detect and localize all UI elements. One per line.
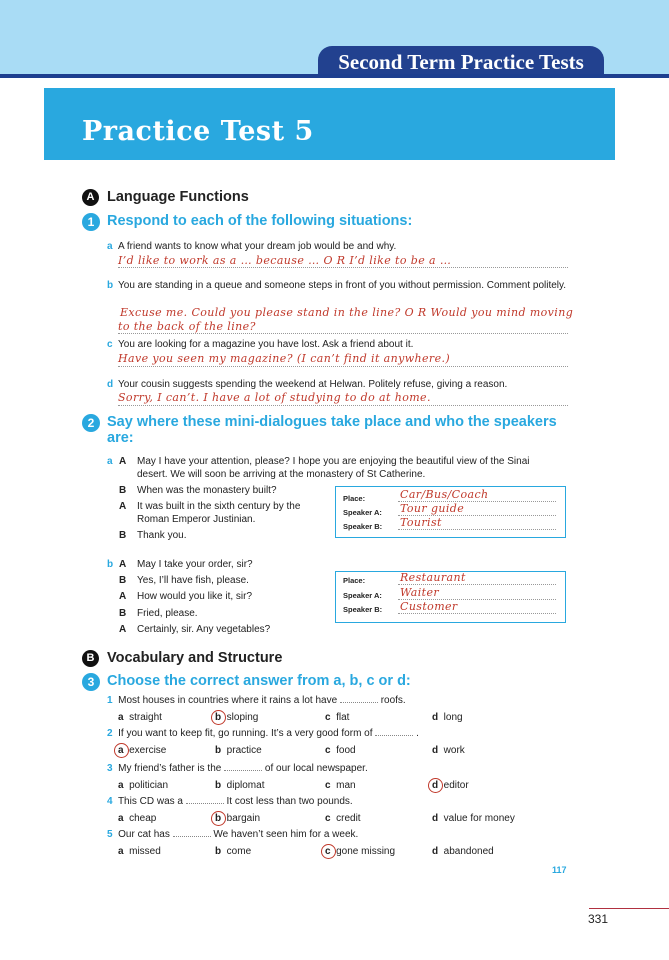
item-number: 2: [107, 728, 113, 739]
answer-blank: [340, 702, 378, 703]
stem-after: roofs.: [380, 695, 406, 706]
option-letter: b: [215, 780, 222, 791]
dialogue-line: Thank you.: [137, 530, 187, 541]
speaker-tag: A: [119, 456, 127, 467]
handwritten-answer: to the back of the line?: [118, 320, 256, 333]
answer-line: [398, 584, 556, 585]
speaker-a-answer: Waiter: [400, 586, 440, 599]
answer-blank: [224, 770, 262, 771]
answer-option[interactable]: [325, 711, 349, 724]
stem-after: of our local newspaper.: [264, 763, 368, 774]
dialogue-line: How would you like it, sir?: [137, 591, 253, 602]
speaker-tag: A: [119, 624, 127, 635]
item-number: 3: [107, 763, 113, 774]
stem-before: My friend’s father is the: [118, 763, 222, 774]
option-letter: d: [432, 712, 439, 723]
answer-option[interactable]: [215, 845, 251, 858]
dialogue-line: Yes, I’ll have fish, please.: [137, 575, 249, 586]
speaker-tag: A: [119, 591, 127, 602]
speaker-b-answer: Customer: [400, 600, 458, 613]
place-answer: Car/Bus/Coach: [400, 488, 489, 501]
option-letter: a: [118, 745, 124, 756]
dialogue-line: May I have your attention, please? I hope you are enjoying the beautiful view of the Sinai desert. We will soon be arriving at the monastery of St Catherine.: [137, 456, 530, 480]
option-letter: a: [118, 813, 124, 824]
circled-answer-mark: [211, 710, 226, 725]
stem-after: We haven’t seen him for a week.: [213, 829, 359, 840]
answer-option[interactable]: [432, 845, 494, 858]
option-letter: a: [118, 712, 124, 723]
section-a-badge: A: [82, 189, 99, 206]
answer-option[interactable]: [118, 711, 162, 724]
option-text: long: [443, 712, 463, 723]
option-letter: c: [325, 745, 331, 756]
speaker-a-answer: Tour guide: [400, 502, 465, 515]
question-1-badge: 1: [82, 213, 100, 231]
answer-option[interactable]: [432, 711, 463, 724]
place-label: Place:: [343, 576, 366, 585]
section-b-badge: B: [82, 650, 99, 667]
dialogue-letter: a: [107, 456, 113, 467]
item-letter: d: [107, 379, 114, 390]
place-answer: Restaurant: [400, 571, 466, 584]
speaker-tag: B: [119, 530, 127, 541]
option-letter: d: [432, 813, 439, 824]
stem-before: Most houses in countries where it rains a lot have: [118, 695, 338, 706]
handwritten-answer: I’d like to work as a … because … O R I’d like to be a …: [118, 254, 452, 267]
situation-text: You are looking for a magazine you have lost. Ask a friend about it.: [118, 339, 414, 350]
speaker-b-label: Speaker B:: [343, 605, 383, 614]
speaker-tag: A: [119, 501, 127, 512]
option-letter: d: [432, 745, 439, 756]
stem-after: .: [416, 728, 419, 739]
question-stem: [107, 762, 368, 775]
dialogue-line: Fried, please.: [137, 608, 198, 619]
answer-option[interactable]: [215, 779, 264, 792]
item-number: 1: [107, 695, 113, 706]
option-text: come: [226, 846, 252, 857]
option-letter: b: [215, 813, 222, 824]
dialogue-line: Certainly, sir. Any vegetables?: [137, 624, 271, 635]
option-text: diplomat: [226, 780, 265, 791]
stem-before: If you want to keep fit, go running. It’s a very good form of: [118, 728, 373, 739]
answer-blank: [375, 735, 413, 736]
dialogue-letter: b: [107, 559, 114, 570]
dialogue-line: It was built in the sixth century by the Roman Emperor Justinian.: [137, 501, 301, 525]
stem-after: It cost less than two pounds.: [226, 796, 353, 807]
dialogue-line: May I take your order, sir?: [137, 559, 253, 570]
option-letter: d: [432, 846, 439, 857]
section-a-title: Language Functions: [107, 189, 249, 205]
item-letter: a: [107, 241, 113, 252]
item-letter: b: [107, 280, 114, 291]
answer-box-b: [335, 571, 566, 623]
circled-answer-mark: [211, 811, 226, 826]
option-text: bargain: [226, 813, 261, 824]
question-stem: [107, 795, 353, 808]
option-text: missed: [129, 846, 161, 857]
option-letter: c: [325, 712, 331, 723]
answer-option[interactable]: [432, 744, 465, 757]
circled-answer-mark: [114, 743, 129, 758]
stem-before: This CD was a: [117, 796, 183, 807]
answer-option[interactable]: [118, 812, 156, 825]
speaker-tag: B: [119, 575, 127, 586]
speaker-b-answer: Tourist: [400, 516, 442, 529]
option-letter: b: [215, 712, 222, 723]
speaker-tag: A: [119, 559, 127, 570]
answer-option[interactable]: [325, 779, 356, 792]
option-text: sloping: [226, 712, 259, 723]
option-letter: d: [432, 780, 439, 791]
answer-option[interactable]: [118, 779, 168, 792]
question-3-badge: 3: [82, 673, 100, 691]
answer-line: [118, 333, 568, 334]
answer-option[interactable]: [118, 845, 161, 858]
situation-text: A friend wants to know what your dream job would be and why.: [118, 241, 397, 252]
question-stem: [107, 727, 419, 740]
circled-answer-mark: [428, 778, 443, 793]
place-label: Place:: [343, 494, 366, 503]
speaker-a-label: Speaker A:: [343, 591, 382, 600]
speaker-tag: B: [119, 608, 127, 619]
item-number: 4: [107, 796, 113, 807]
option-letter: b: [215, 846, 222, 857]
handwritten-answer: Sorry, I can’t. I have a lot of studying to do at home.: [118, 391, 431, 404]
option-text: politician: [129, 780, 169, 791]
option-letter: b: [215, 745, 222, 756]
item-letter: c: [107, 339, 113, 350]
page-number: 331: [588, 912, 609, 926]
option-text: gone missing: [336, 846, 396, 857]
option-text: man: [336, 780, 356, 791]
answer-option[interactable]: [215, 744, 262, 757]
option-text: abandoned: [443, 846, 494, 857]
header-rule: [0, 74, 669, 78]
answer-blank: [173, 836, 211, 837]
item-number: 5: [107, 829, 113, 840]
question-stem: [107, 694, 406, 707]
answer-line: [398, 613, 556, 614]
page-title: Practice Test 5: [82, 116, 314, 147]
answer-blank: [186, 803, 224, 804]
option-text: food: [336, 745, 356, 756]
option-text: flat: [336, 712, 350, 723]
speaker-a-label: Speaker A:: [343, 508, 382, 517]
situation-text: Your cousin suggests spending the weekend at Helwan. Politely refuse, giving a reason.: [118, 379, 508, 390]
book-page-number: 117: [552, 865, 567, 875]
speaker-tag: B: [119, 485, 127, 496]
question-1-title: Respond to each of the following situations:: [107, 213, 413, 229]
option-text: practice: [226, 745, 262, 756]
handwritten-answer: Excuse me. Could you please stand in the line? O R Would you mind moving: [120, 306, 574, 319]
answer-box-a: [335, 486, 566, 538]
option-text: credit: [336, 813, 361, 824]
situation-text: You are standing in a queue and someone steps in front of you without permission. Comment politely.: [118, 280, 567, 291]
option-text: straight: [129, 712, 162, 723]
answer-line: [118, 267, 568, 268]
option-text: work: [443, 745, 465, 756]
footer-rule: [589, 908, 669, 909]
answer-option[interactable]: [432, 812, 515, 825]
handwritten-answer: Have you seen my magazine? (I can’t find it anywhere.): [118, 352, 451, 365]
term-title: Second Term Practice Tests: [318, 46, 604, 76]
answer-line: [118, 366, 568, 367]
option-text: editor: [443, 780, 469, 791]
stem-before: Our cat has: [118, 829, 170, 840]
answer-line: [398, 529, 556, 530]
option-letter: a: [118, 780, 124, 791]
option-text: cheap: [129, 813, 157, 824]
option-letter: c: [325, 780, 331, 791]
answer-line: [118, 405, 568, 406]
question-2-title: Say where these mini-dialogues take place and who the speakers are:: [107, 414, 557, 446]
question-stem: [107, 828, 358, 841]
section-b-title: Vocabulary and Structure: [107, 650, 283, 666]
option-text: exercise: [129, 745, 167, 756]
option-letter: a: [118, 846, 124, 857]
dialogue-line: When was the monastery built?: [137, 485, 277, 496]
question-2-badge: 2: [82, 414, 100, 432]
circled-answer-mark: [321, 844, 336, 859]
answer-option[interactable]: [325, 744, 356, 757]
option-text: value for money: [443, 813, 515, 824]
speaker-b-label: Speaker B:: [343, 522, 383, 531]
answer-option[interactable]: [325, 812, 361, 825]
option-letter: c: [325, 846, 331, 857]
question-3-title: Choose the correct answer from a, b, c or d:: [107, 673, 411, 689]
option-letter: c: [325, 813, 331, 824]
